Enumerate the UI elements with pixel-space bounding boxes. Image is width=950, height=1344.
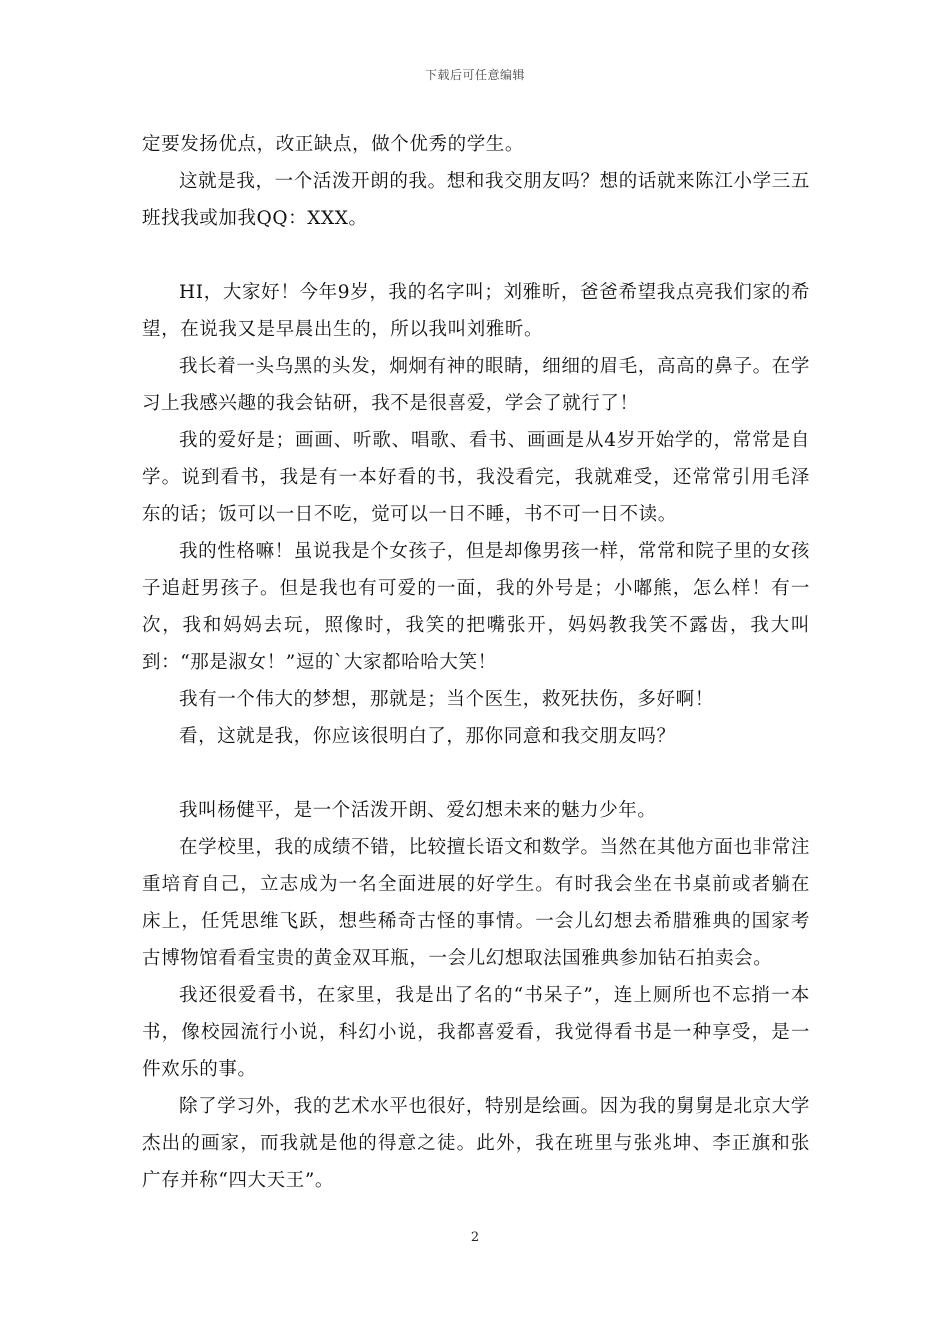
paragraph: HI，大家好！今年9岁，我的名字叫；刘雅昕，爸爸希望我点亮我们家的希望，在说我又是早晨出生的，所以我叫刘雅昕。 — [142, 282, 810, 340]
paragraph: 看，这就是我，你应该很明白了，那你同意和我交朋友吗？ — [179, 726, 676, 747]
paragraph: 我有一个伟大的梦想，那就是；当个医生，救死扶伤，多好啊！ — [179, 689, 714, 710]
page-number: 2 — [470, 1230, 480, 1245]
section-spacer — [142, 755, 810, 792]
page-header-note: 下载后可任意编辑 — [424, 68, 525, 82]
section-spacer — [142, 237, 810, 274]
document-body — [142, 126, 810, 1199]
paragraph: 在学校里，我的成绩不错，比较擅长语文和数学。当然在其他方面也非常注重培育自己，立志成为一名全面进展的好学生。有时我会坐在书桌前或者躺在床上，任凭思维飞跃，想些稀奇古怪的事情。一会儿幻想去希腊雅典的国家考古博物馆看看宝贵的黄金双耳瓶，一会儿幻想取法国雅典参加钻石拍卖会。 — [142, 837, 810, 969]
paragraph: 这就是我，一个活泼开朗的我。想和我交朋友吗？想的话就来陈江小学三五班找我或加我QQ：XXX。 — [142, 171, 810, 229]
paragraph: 我的爱好是；画画、听歌、唱歌、看书、画画是从4岁开始学的，常常是自学。说到看书，我是有一本好看的书，我没看完，我就难受，还常常引用毛泽东的话；饭可以一日不吃，觉可以一日不睡，书不可一日不读。 — [142, 430, 810, 525]
paragraph: 定要发扬优点，改正缺点，做个优秀的学生。 — [142, 134, 525, 155]
paragraph: 除了学习外，我的艺术水平也很好，特别是绘画。因为我的舅舅是北京大学杰出的画家，而我就是他的得意之徒。此外，我在班里与张兆坤、李正旗和张广存并称“四大天王”。 — [142, 1096, 810, 1191]
paragraph: 我叫杨健平，是一个活泼开朗、爱幻想未来的魅力少年。 — [179, 800, 657, 821]
paragraph: 我长着一头乌黑的头发，炯炯有神的眼睛，细细的眉毛，高高的鼻子。在学习上我感兴趣的我会钻研，我不是很喜爱，学会了就行了！ — [142, 356, 810, 414]
paragraph: 我的性格嘛！虽说我是个女孩子，但是却像男孩一样，常常和院子里的女孩子追赶男孩子。但是我也有可爱的一面，我的外号是；小嘟熊，怎么样！有一次，我和妈妈去玩，照像时，我笑的把嘴张开，妈妈教我笑不露齿，我大叫到：“那是淑女！”逗的`大家都哈哈大笑！ — [142, 541, 810, 673]
paragraph: 我还很爱看书，在家里，我是出了名的“书呆子”，连上厕所也不忘捎一本书，像校园流行小说，科幻小说，我都喜爱看，我觉得看书是一种享受，是一件欢乐的事。 — [142, 985, 810, 1080]
